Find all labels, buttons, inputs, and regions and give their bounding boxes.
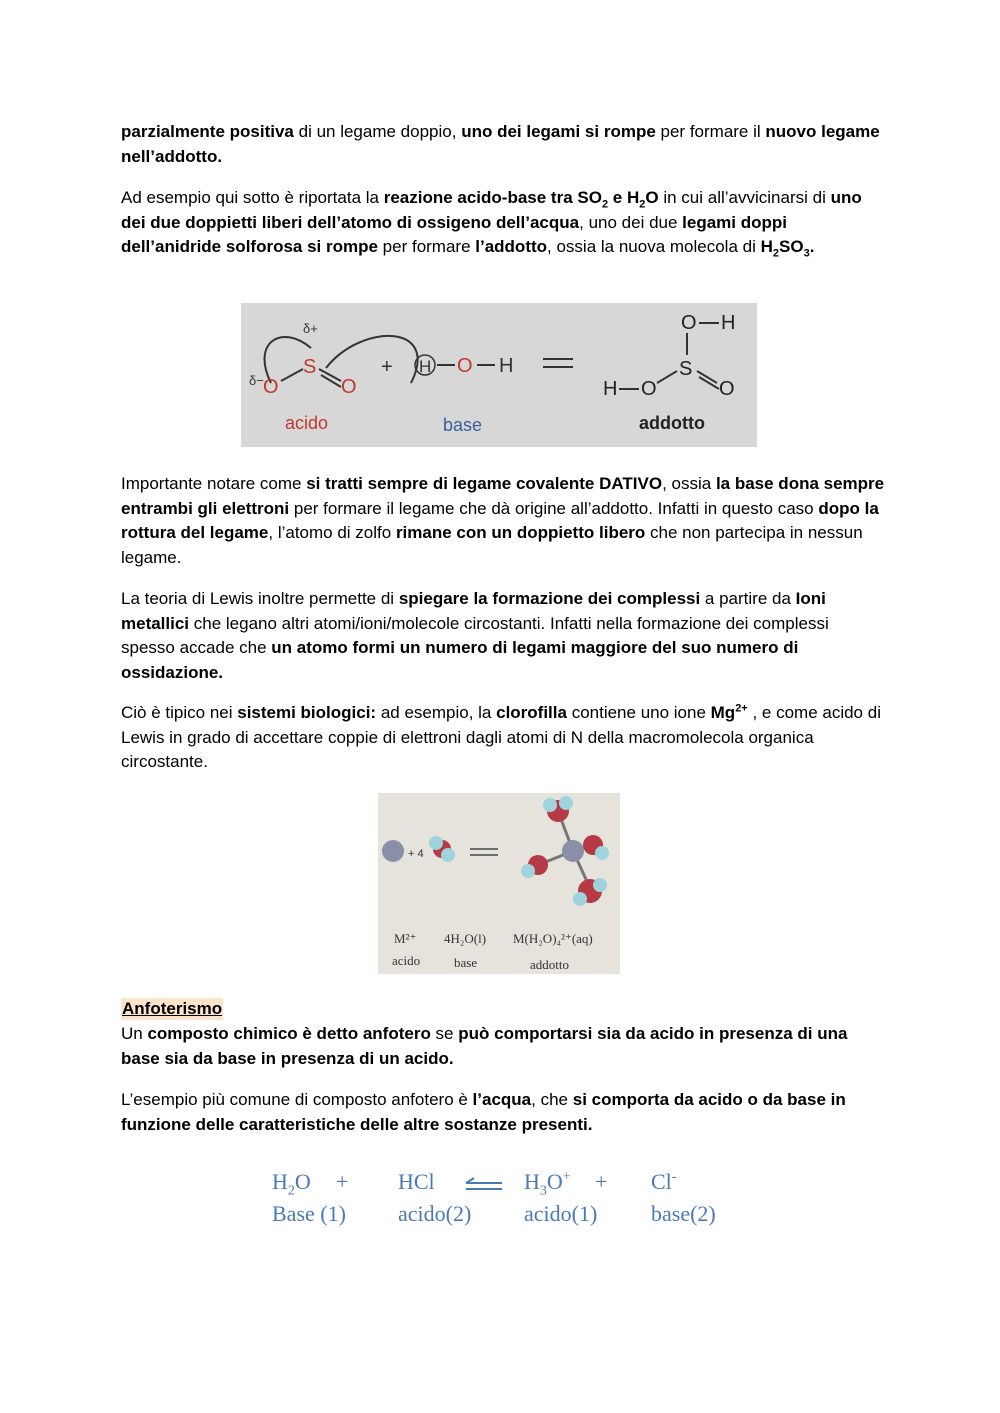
adduct-o-left: O	[641, 378, 657, 400]
water-hydrogen: H	[499, 355, 514, 377]
label-complex: M(H₂O)₄²⁺(aq)	[513, 931, 593, 946]
so2-water-reaction-figure	[241, 303, 757, 447]
label-base: base	[443, 415, 483, 435]
plus-four: + 4	[408, 848, 424, 860]
adduct-oh-oxygen: O	[681, 312, 697, 334]
label-base-2: base	[454, 955, 478, 970]
paragraph-1: parzialmente positiva di un legame doppio, uno dei legami si rompe per formare il nuovo legame nell’addotto.	[121, 122, 880, 166]
oxygen-right: O	[341, 376, 357, 398]
paragraph-7: L’esempio più comune di composto anfotero è l’acqua, che si comporta da acido o da base in funzione delle caratteristiche delle altre sostanze presenti.	[121, 1090, 846, 1134]
delta-plus-label: δ+	[303, 321, 318, 336]
metal-ion-sphere	[382, 840, 404, 862]
paragraph-6: Un composto chimico è detto anfotero se può comportarsi sia da acido in presenza di una base sia da base in presenza di un acido.	[121, 1024, 848, 1068]
eq-label-acido1: acido(1)	[524, 1201, 598, 1226]
label-addotto: addotto	[639, 413, 705, 433]
delta-minus-label: δ−	[249, 373, 264, 388]
label-water: 4H₂O(l)	[444, 931, 487, 946]
paragraph-3: Importante notare come si tratti sempre di legame covalente DATIVO, ossia la base dona sempre entrambi gli elettroni per formare il legame che dà origine all’addotto. Infatti in questo caso dopo la rottura del legame, l’atomo di zolfo rimane con un doppietto libero che non partecipa in nessun legame.	[121, 474, 885, 567]
plus-sign: +	[381, 356, 393, 378]
label-metal: M²⁺	[394, 931, 417, 946]
amphoteric-water-equation	[270, 1165, 740, 1235]
paragraph-4: La teoria di Lewis inoltre permette di spiegare la formazione dei complessi a partire da Ioni metallici che legano altri atomi/ioni/molecole circostanti. Infatti nella formazione dei complessi spesso accade che un atomo formi un numero di legami maggiore del suo numero di ossidazione.	[121, 589, 829, 682]
hydrogen-circled: H	[419, 357, 432, 376]
label-acido: acido	[285, 413, 329, 433]
adduct-sulfur: S	[679, 358, 693, 380]
oxygen-left: O	[263, 376, 279, 398]
metal-complex-figure	[378, 793, 620, 974]
eq-plus-2: +	[595, 1169, 608, 1194]
eq-h3o: $H_3O^+$	[524, 1169, 571, 1199]
adduct-h-left: H	[603, 378, 618, 400]
paragraph-2: Ad esempio qui sotto è riportata la reazione acido-base tra $SO_2$ e $H_2O$ in cui all’avvicinarsi di uno dei due doppietti liberi dell’atomo di ossigeno dell’acqua, uno dei due legami doppi dell’anidride solforosa si rompe per formare l’addotto, ossia la nuova molecola di $H_2SO_3$.	[121, 188, 862, 260]
label-acido-2: acido	[392, 953, 421, 968]
eq-label-base1: Base (1)	[272, 1201, 346, 1226]
eq-label-base2: base(2)	[651, 1201, 716, 1226]
eq-label-acido2: acido(2)	[398, 1201, 472, 1226]
eq-equilibrium-arrow-icon	[466, 1173, 502, 1203]
label-addotto-2: addotto	[530, 957, 569, 972]
eq-h2o: $H_2O$	[272, 1169, 311, 1199]
adduct-oh-hydrogen: H	[721, 312, 736, 334]
section-heading-anfoterismo: Anfoterismo	[122, 999, 223, 1018]
paragraph-5: Ciò è tipico nei sistemi biologici: ad esempio, la clorofilla contiene uno ione $Mg^{2+}$ , e come acido di Lewis in grado di accettare coppie di elettroni dagli atomi di N della macromolecola organica circostante.	[121, 702, 881, 771]
water-oxygen: O	[457, 355, 473, 377]
eq-hcl: HCl	[398, 1169, 435, 1194]
eq-cl: Cl-	[651, 1169, 677, 1194]
sulfur-atom: S	[303, 356, 317, 378]
eq-plus-1: +	[336, 1169, 349, 1194]
curved-arrow-2-icon	[326, 336, 418, 383]
adduct-o-right: O	[719, 378, 735, 400]
